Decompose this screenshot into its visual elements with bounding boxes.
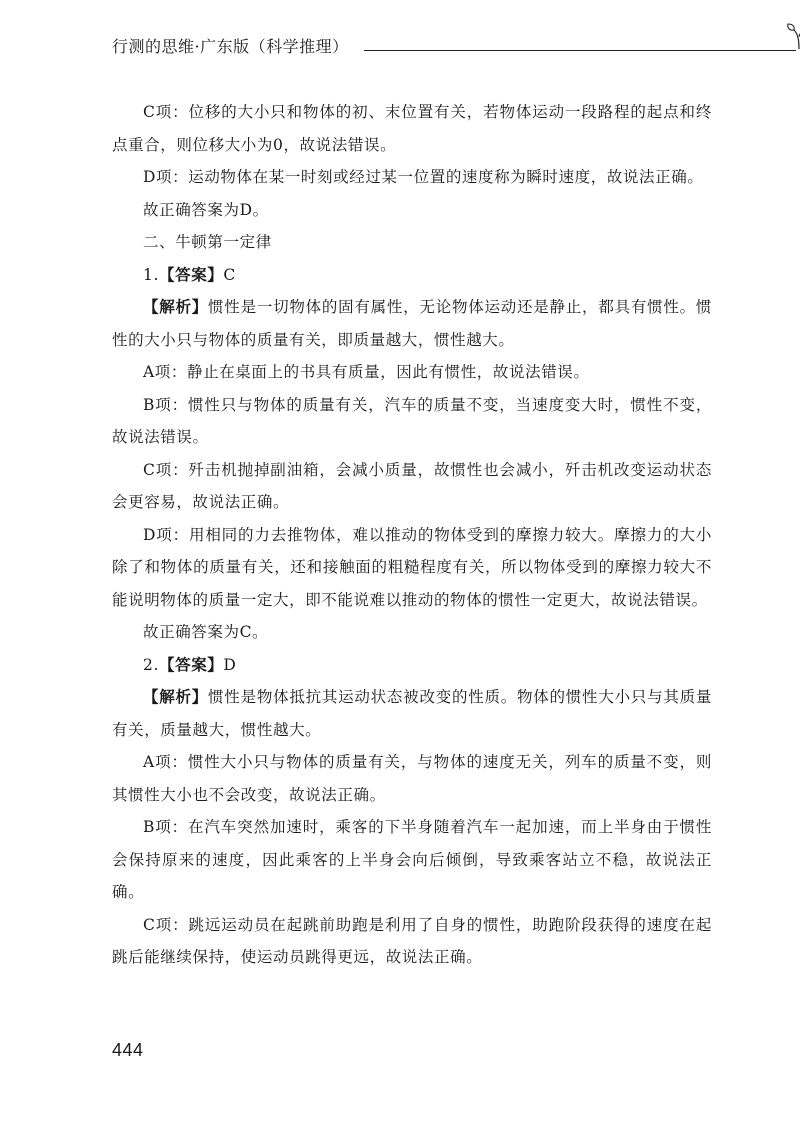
page-body [112, 96, 712, 974]
header-title: 行测的思维·广东版（科学推理） [112, 37, 349, 56]
paragraph-q1-option-c: C项：歼击机抛掉副油箱，会减小质量，故惯性也会减小，歼击机改变运动状态会更容易，故说法正确。 [112, 460, 712, 511]
question-2-analysis [112, 681, 712, 746]
analysis-tag: 【解析】 [143, 297, 209, 316]
page-number: 444 [112, 1040, 144, 1060]
analysis-text: 惯性是物体抵抗其运动状态被改变的性质。物体的惯性大小只与其质量有关，质量越大，惯性越大。 [112, 688, 712, 739]
paragraph-c-displacement: C项：位移的大小只和物体的初、末位置有关，若物体运动一段路程的起点和终点重合，则位移大小为0，故说法错误。 [112, 103, 712, 154]
paragraph-q1-option-b: B项：惯性只与物体的质量有关，汽车的质量不变，当速度变大时，惯性不变，故说法错误。 [112, 395, 712, 446]
question-1-analysis [112, 291, 712, 356]
question-number: 2. [143, 655, 159, 674]
paragraph-q2-option-a: A项：惯性大小只与物体的质量有关，与物体的速度无关，列车的质量不变，则其惯性大小也不会改变，故说法正确。 [112, 753, 712, 804]
question-1-answer [112, 259, 712, 292]
leaf-ornament-icon [786, 22, 800, 50]
question-2-answer [112, 649, 712, 682]
section-heading-newton-first-law: 二、牛顿第一定律 [143, 233, 272, 251]
paragraph-answer-d: 故正确答案为D。 [143, 200, 269, 219]
answer-tag: 【答案】 [159, 654, 224, 674]
answer-tag: 【答案】 [159, 264, 224, 284]
header-rule [364, 50, 796, 51]
paragraph-q1-option-d: D项：用相同的力去推物体，难以推动的物体受到的摩擦力较大。摩擦力的大小除了和物体的质量有关，还和接触面的粗糙程度有关，所以物体受到的摩擦力较大不能说明物体的质量一定大，即不能说难以推动的物体的惯性一定更大，故说法错误。 [112, 525, 712, 609]
running-header [112, 36, 712, 66]
question-number: 1. [143, 265, 159, 284]
paragraph-q1-option-a: A项：静止在桌面上的书具有质量，因此有惯性，故说法错误。 [143, 363, 590, 381]
answer-value: C [223, 265, 236, 284]
paragraph-q2-option-c: C项：跳远运动员在起跳前助跑是利用了自身的惯性，助跑阶段获得的速度在起跳后能继续保持，使运动员跳得更远，故说法正确。 [112, 915, 712, 966]
analysis-text: 惯性是一切物体的固有属性，无论物体运动还是静止，都具有惯性。惯性的大小只与物体的质量有关，即质量越大，惯性越大。 [112, 298, 712, 349]
paragraph-answer-c: 故正确答案为C。 [143, 623, 269, 641]
paragraph-d-instantaneous-velocity: D项：运动物体在某一时刻或经过某一位置的速度称为瞬时速度，故说法正确。 [143, 168, 704, 186]
paragraph-q2-option-b: B项：在汽车突然加速时，乘客的下半身随着汽车一起加速，而上半身由于惯性会保持原来的速度，因此乘客的上半身会向后倾倒，导致乘客站立不稳，故说法正确。 [112, 818, 712, 901]
analysis-tag: 【解析】 [143, 687, 209, 706]
answer-value: D [223, 655, 237, 674]
